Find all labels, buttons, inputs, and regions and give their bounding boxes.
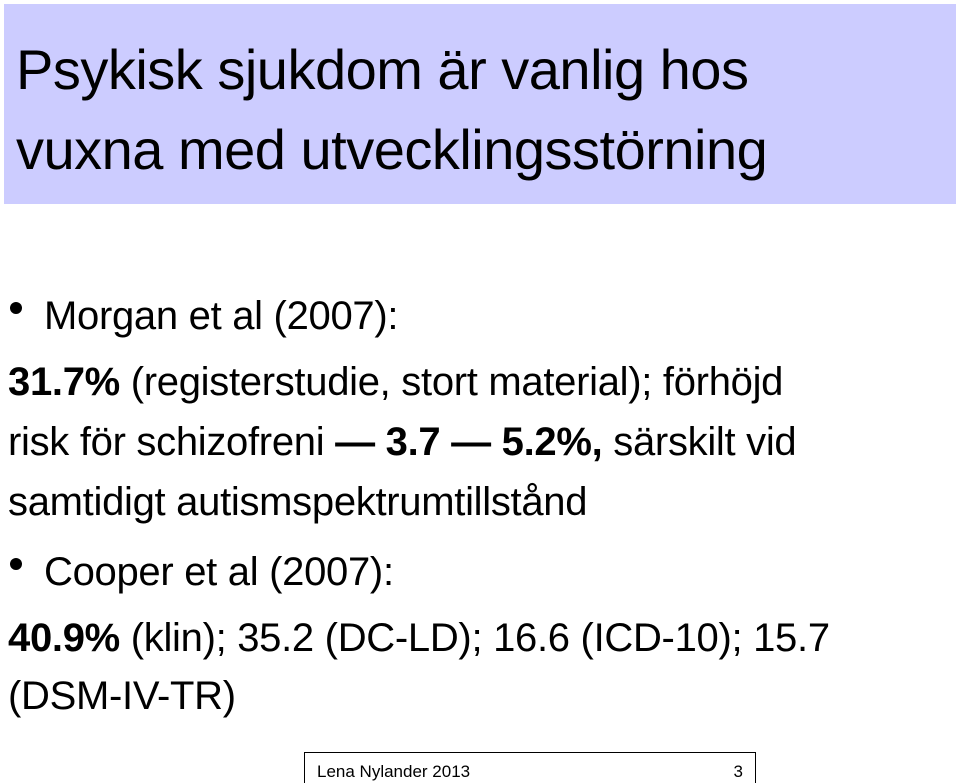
cooper-criteria-values: (klin); 35.2 (DC-LD); 16.6 (ICD-10); 15.7 <box>119 616 830 660</box>
footer-author: Lena Nylander 2013 <box>317 762 471 781</box>
cooper-prevalence: 40.9% <box>8 616 120 660</box>
autism-line: samtidigt autismspektrumtillstånd <box>8 480 588 524</box>
schizophrenia-risk-condition: särskilt vid <box>602 420 797 464</box>
morgan-study-note: (registerstudie, stort material); förhöjd <box>119 360 784 404</box>
slide-title-line-2: vuxna med utvecklingsstörning <box>16 118 768 181</box>
schizophrenia-risk-text: risk för schizofreni <box>8 420 336 464</box>
cooper-criteria-end: (DSM-IV-TR) <box>8 674 236 718</box>
bullet-cooper-text: Cooper et al (2007): <box>44 550 394 594</box>
schizophrenia-risk-line <box>8 418 796 466</box>
schizophrenia-risk-range: — 3.7 — 5.2%, <box>335 420 603 464</box>
slide-title-line-1: Psykisk sjukdom är vanlig hos <box>16 38 749 101</box>
footer-page-number: 3 <box>733 762 743 781</box>
bullet-morgan-text: Morgan et al (2007): <box>44 294 399 338</box>
slide-footer <box>304 752 756 783</box>
bullet-dot-icon <box>10 302 22 314</box>
morgan-result-line <box>8 358 783 406</box>
morgan-prevalence: 31.7% <box>8 360 120 404</box>
bullet-cooper <box>10 548 394 596</box>
bullet-morgan <box>10 292 398 340</box>
bullet-dot-icon <box>10 558 22 570</box>
cooper-result-line <box>8 614 830 662</box>
